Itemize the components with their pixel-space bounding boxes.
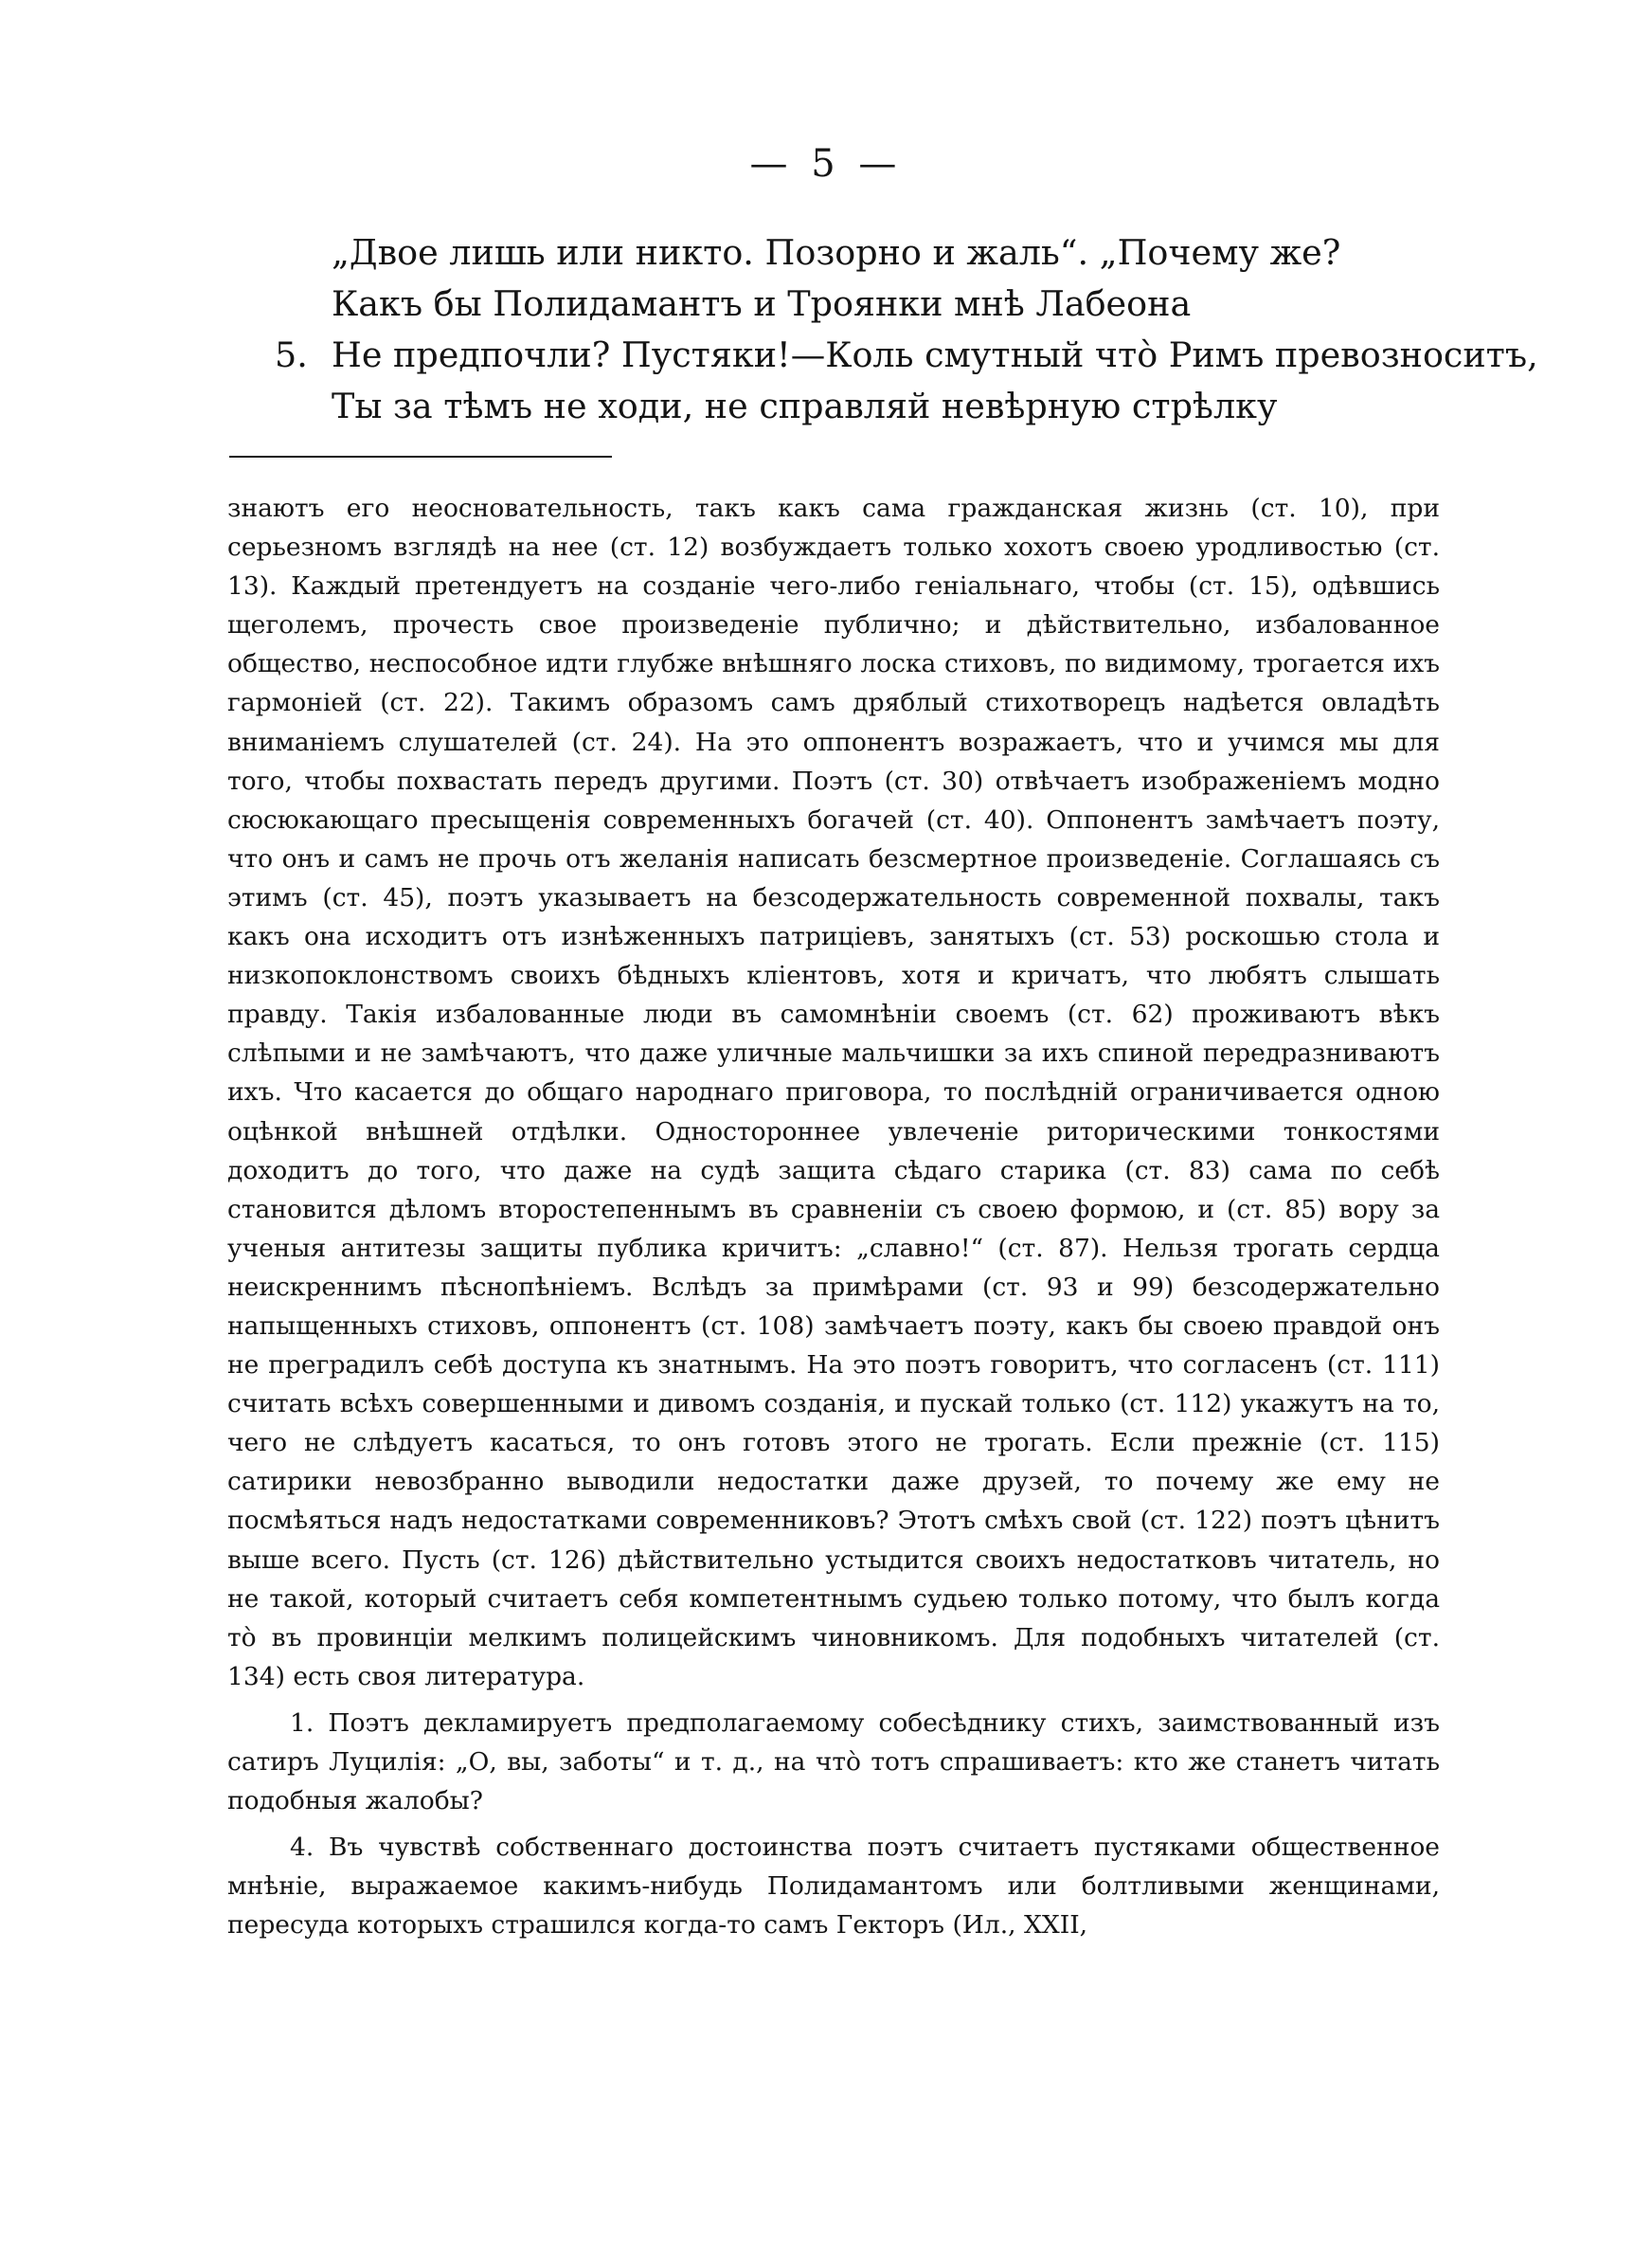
footnote-divider <box>229 456 612 458</box>
verse-number: 5. <box>275 334 308 375</box>
commentary-block <box>227 489 1440 1944</box>
verse-line <box>275 227 1440 279</box>
verse-text: „Двое лишь или никто. Позорно и жаль“. „Почему же? <box>332 232 1341 273</box>
verse-line <box>275 330 1538 381</box>
commentary-summary: знаютъ его неосновательность, такъ какъ сама гражданская жизнь (ст. 10), при серьезномъ взглядѣ на нее (ст. 12) возбуждаетъ только хохотъ своею уродливостью (ст. 13). Каждый претендуетъ на созданіе чего-либо геніальнаго, чтобы (ст. 15), одѣвшись щеголемъ, прочесть свое произведеніе публично; и дѣйствительно, избалованное общество, неспособное идти глубже внѣшняго лоска стиховъ, по видимому, трогается ихъ гармоніей (ст. 22). Такимъ образомъ самъ дряблый стихотворецъ надѣется овладѣть вниманіемъ слушателей (ст. 24). На это оппонентъ возражаетъ, что и учимся мы для того, чтобы похвастать передъ другими. Поэтъ (ст. 30) отвѣчаетъ изображеніемъ модно сюсюкающаго пресыщенія современныхъ богачей (ст. 40). Оппонентъ замѣчаетъ поэту, что онъ и самъ не прочь отъ желанія написать безсмертное произведеніе. Соглашаясь съ этимъ (ст. 45), поэтъ указываетъ на безсодержательность современной похвалы, такъ какъ она исходитъ отъ изнѣженныхъ патриціевъ, занятыхъ (ст. 53) роскошью стола и низкопоклонствомъ своихъ бѣдныхъ кліентовъ, хотя и кричатъ, что любятъ слышать правду. Такія избалованные люди въ самомнѣніи своемъ (ст. 62) проживаютъ вѣкъ слѣпыми и не замѣчаютъ, что даже уличные мальчишки за ихъ спиной передразниваютъ ихъ. Что касается до общаго народнаго приговора, то послѣдній ограничивается одною оцѣнкой внѣшней отдѣлки. Одностороннее увлеченіе риторическими тонкостями доходитъ до того, что даже на судѣ защита сѣдаго старика (ст. 83) сама по себѣ становится дѣломъ второстепеннымъ въ сравненіи съ своею формою, и (ст. 85) вору за ученыя антитезы защиты публика кричитъ: „славно!“ (ст. 87). Нельзя трогать сердца неискреннимъ пѣснопѣніемъ. Вслѣдъ за примѣрами (ст. 93 и 99) безсодержательно напыщенныхъ стиховъ, оппонентъ (ст. 108) замѣчаетъ поэту, какъ бы своею правдой онъ не преградилъ себѣ доступа къ знатнымъ. На это поэтъ говоритъ, что согласенъ (ст. 111) считать всѣхъ совершенными и дивомъ созданія, и пускай только (ст. 112) укажутъ на то, чего не слѣдуетъ касаться, то онъ готовъ этого не трогать. Если прежніе (ст. 115) сатирики невозбранно выводили недостатки даже друзей, то почему же ему не посмѣяться надъ недостатками современниковъ? Этотъ смѣхъ свой (ст. 122) поэтъ цѣнитъ выше всего. Пусть (ст. 126) дѣйствительно устыдится своихъ недостатковъ читатель, но не такой, который считаетъ себя компетентнымъ судьею только потому, что былъ когда то̀ въ провинціи мелкимъ полицейскимъ чиновникомъ. Для подобныхъ читателей (ст. 134) есть своя литература. <box>227 494 1440 1691</box>
verse-block <box>275 227 1538 432</box>
commentary-note: 1. Поэтъ декламируетъ предполагаемому собесѣднику стихъ, заимствованный изъ сатиръ Луцилія: „О, вы, заботы“ и т. д., на что̀ тотъ спрашиваетъ: кто же станетъ читать подобныя жалобы? <box>227 1707 1440 1816</box>
verse-text: Ты за тѣмъ не ходи, не справляй невѣрную стрѣлку <box>332 386 1278 426</box>
verse-line <box>275 381 1440 432</box>
verse-text: Не предпочли? Пустяки!—Коль смутный что̀ Римъ превозноситъ, <box>332 334 1538 375</box>
verse-line <box>275 279 1440 330</box>
commentary-note: 4. Въ чувствѣ собственнаго достоинства поэтъ считаетъ пустяками общественное мнѣніе, выражаемое какимъ-нибудь Полидамантомъ или болтливыми женщинами, пересуда которыхъ страшился когда-то самъ Гекторъ (Ил., XXII, <box>227 1833 1440 1941</box>
verse-text: Какъ бы Полидамантъ и Троянки мнѣ Лабеона <box>332 283 1192 324</box>
page-number: — 5 — <box>749 142 903 186</box>
